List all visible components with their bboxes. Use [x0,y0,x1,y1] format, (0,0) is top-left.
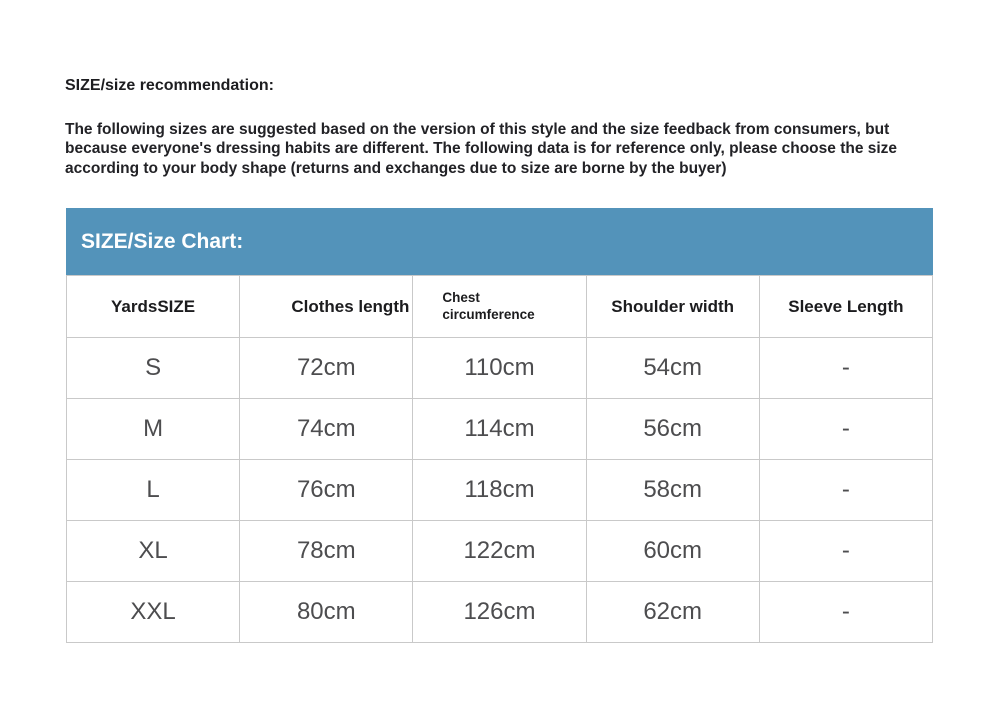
size-chart-section [66,208,933,643]
column-header-shoulder-width: Shoulder width [586,276,759,338]
column-header-chest-circumference [413,276,586,338]
column-header-clothes-length: Clothes length [240,276,413,338]
table-cell: - [759,399,932,460]
column-header-sleeve-length: Sleeve Length [759,276,932,338]
table-cell: - [759,582,932,643]
table-cell: 126cm [413,582,586,643]
size-label-cell: XXL [67,582,240,643]
table-header-row [67,276,933,338]
table-row-m [67,399,933,460]
size-chart-title: SIZE/Size Chart: [81,229,244,253]
table-cell: 58cm [586,460,759,521]
size-chart-table [66,275,933,643]
table-row-s [67,338,933,399]
table-cell: 114cm [413,399,586,460]
size-label-cell: XL [67,521,240,582]
table-cell: 78cm [240,521,413,582]
table-cell: 110cm [413,338,586,399]
table-cell: 72cm [240,338,413,399]
size-label-cell: S [67,338,240,399]
table-cell: 74cm [240,399,413,460]
size-recommendation-heading: SIZE/size recommendation: [65,77,274,94]
column-header-chest-circumference-label: Chest circumference [442,290,535,322]
table-cell: 60cm [586,521,759,582]
table-cell: - [759,338,932,399]
size-chart-title-bar [66,208,933,275]
table-cell: 62cm [586,582,759,643]
table-cell: 122cm [413,521,586,582]
table-row-xxl [67,582,933,643]
column-header-yards-size: YardsSIZE [67,276,240,338]
table-cell: - [759,521,932,582]
size-recommendation-text: The following sizes are suggested based on the version of this style and the size feedback from consumers, but because everyone's dressing habits are different. The following data is for reference only, please choose the size according to your body shape (returns and exchanges due to size are borne by the buyer) [65,121,898,177]
table-cell: 54cm [586,338,759,399]
table-row-l [67,460,933,521]
table-row-xl [67,521,933,582]
size-label-cell: M [67,399,240,460]
size-label-cell: L [67,460,240,521]
table-cell: - [759,460,932,521]
table-cell: 76cm [240,460,413,521]
table-cell: 56cm [586,399,759,460]
table-cell: 118cm [413,460,586,521]
table-cell: 80cm [240,582,413,643]
